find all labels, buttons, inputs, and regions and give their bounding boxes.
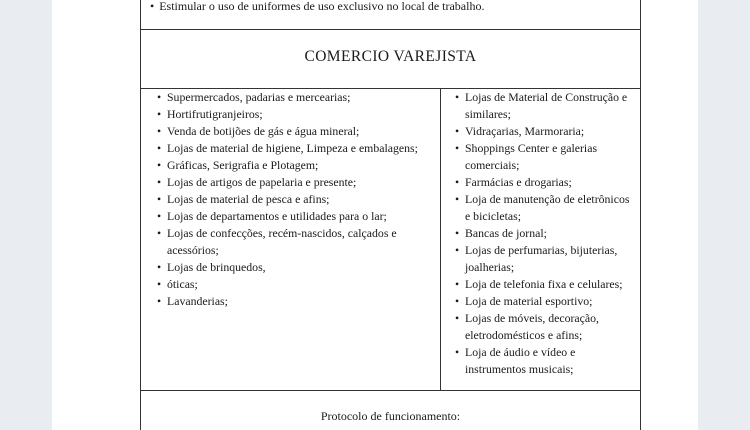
list-item: • Lojas de material de higiene, Limpeza e embalagens;	[157, 140, 437, 157]
list-item: • Lojas de perfumarias, bijuterias, joalherias;	[455, 242, 637, 276]
table-divider-top	[140, 29, 641, 30]
left-column-list	[157, 89, 437, 310]
list-item: • Vidraçarias, Marmoraria;	[455, 123, 637, 140]
list-item: • Loja de material esportivo;	[455, 293, 637, 310]
protocol-label: Protocolo de funcionamento:	[320, 409, 461, 423]
list-item: • Lojas de móveis, decoração, eletrodomésticos e afins;	[455, 310, 637, 344]
table-divider-bottom	[140, 390, 641, 391]
column-divider	[440, 89, 441, 390]
list-item: • Lojas de material de pesca e afins;	[157, 191, 437, 208]
list-item: • Lojas de confecções, recém-nascidos, calçados e acessórios;	[157, 225, 437, 259]
list-item: • Venda de botijões de gás e água mineral;	[157, 123, 437, 140]
list-item: • Lojas de Material de Construção e similares;	[455, 89, 637, 123]
list-item: • Lojas de departamentos e utilidades para o lar;	[157, 208, 437, 225]
list-item: • Farmácias e drogarias;	[455, 174, 637, 191]
section-title: COMERCIO VAREJISTA	[304, 48, 477, 65]
list-item: • Hortifrutigranjeiros;	[157, 106, 437, 123]
list-item: • Bancas de jornal;	[455, 225, 637, 242]
list-item: • Shoppings Center e galerias comerciais;	[455, 140, 637, 174]
right-column-list	[455, 89, 637, 378]
list-item: • óticas;	[157, 276, 437, 293]
list-item: • Supermercados, padarias e mercearias;	[157, 89, 437, 106]
list-item: • Loja de áudio e vídeo e instrumentos musicais;	[455, 344, 637, 378]
list-item: • Lavanderias;	[157, 293, 437, 310]
list-item: • Loja de telefonia fixa e celulares;	[455, 276, 637, 293]
list-item: • Lojas de brinquedos,	[157, 259, 437, 276]
list-item: • Loja de manutenção de eletrônicos e bicicletas;	[455, 191, 637, 225]
list-item: • Lojas de artigos de papelaria e presente;	[157, 174, 437, 191]
top-bullet-item: • Estimular o uso de uniformes de uso exclusivo no local de trabalho.	[150, 0, 484, 14]
list-item: • Gráficas, Serigrafia e Plotagem;	[157, 157, 437, 174]
